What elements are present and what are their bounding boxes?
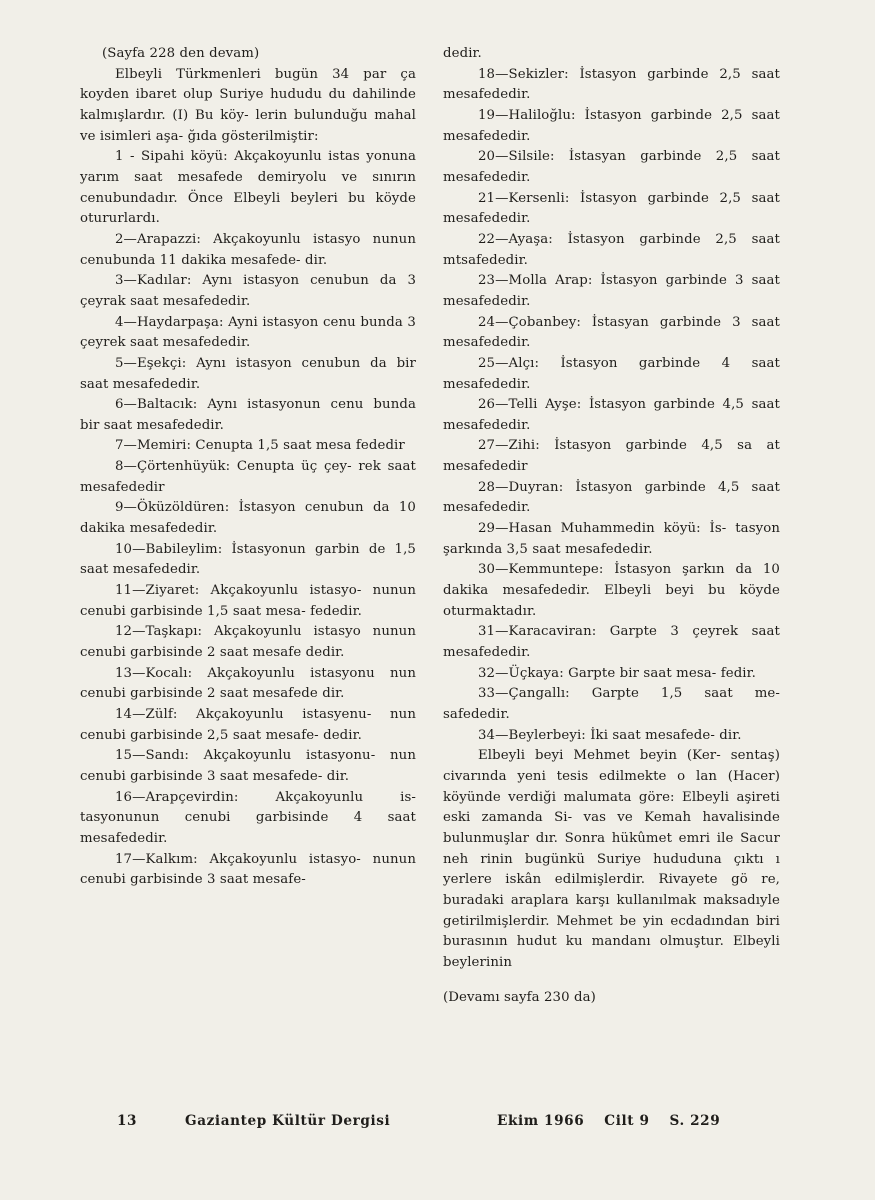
issue-number: S. 229 [669, 1113, 721, 1129]
body-paragraph: Elbeyli beyi Mehmet beyin (Ker- sentaş) civarında yeni tesis edilmekte o lan (Hacer) köyünde verdiği malumata göre: Elbeyli aşireti eski zamanda Si- vas ve Kemah havalisinde bulunmuşlar dır. Sonra hükûmet emri ile Sacur neh rinin bugünkü Suriye hududuna çıktı ı yerlere iskân edilmişlerdir. Rivayete gö re, buradaki araplara karşı kullanılmak maksadıyle getirilmişlerdir. Mehmet be yin ecdadından biri burasının hudut ku mandanı olmuştur. Elbeyli beylerinin [443, 748, 780, 970]
village-entry: 23—Molla Arap: İstasyon garbinde 3 saat mesafededir. [443, 273, 780, 309]
issue-date: Ekim 1966 [497, 1113, 585, 1129]
village-entry: 32—Üçkaya: Garpte bir saat mesa- fedir. [478, 665, 756, 681]
village-entry: 20—Silsile: İstasyan garbinde 2,5 saat mesafededir. [443, 149, 780, 185]
village-entry: 14—Zülf: Akçakoyunlu istasyenu- nun cenubi garbisinde 2,5 saat mesafe- dedir. [80, 707, 416, 743]
village-entry: 9—Öküzöldüren: İstasyon cenubun da 10 dakika mesafededir. [80, 500, 416, 537]
village-entry: 3—Kadılar: Aynı istasyon cenubun da 3 çeyrak saat mesafededir. [80, 273, 416, 309]
village-entry: 13—Kocalı: Akçakoyunlu istasyonu nun cenubi garbisinde 2 saat mesafede dir. [80, 665, 416, 702]
village-entry: 28—Duyran: İstasyon garbinde 4,5 saat mesafededir. [443, 479, 780, 516]
village-entry: 16—Arapçevirdin: Akçakoyunlu is- tasyonunun cenubi garbisinde 4 saat mesafededir. [80, 789, 416, 846]
village-entry: 22—Ayaşa: İstasyon garbinde 2,5 saat mtsafededir. [443, 231, 780, 268]
village-entry: 6—Baltacık: Aynı istasyonun cenu bunda bir saat mesafededir. [80, 397, 416, 433]
village-entry: 31—Karacaviran: Garpte 3 çeyrek saat mesafededir. [443, 624, 780, 661]
intro-paragraph: Elbeyli Türkmenleri bugün 34 par ça koyden ibaret olup Suriye hududu du dahilinde kalmışlardır. (I) Bu köy- lerin bulunduğu mahal ve isimleri aşa- ğıda gösterilmiştir: [80, 66, 416, 144]
village-entry: 27—Zihi: İstasyon garbinde 4,5 sa at mesafededir [443, 438, 780, 475]
volume-number: Cilt 9 [604, 1113, 650, 1129]
footer-right [497, 1113, 757, 1129]
village-entry: 8—Çörtenhüyük: Cenupta üç çey- rek saat mesafededir [80, 459, 416, 495]
village-entry: 34—Beylerbeyi: İki saat mesafede- dir. [478, 727, 742, 743]
village-entry: 12—Taşkapı: Akçakoyunlu istasyo nunun cenubi garbisinde 2 saat mesafe dedir. [80, 624, 416, 661]
text-continuation: dedir. [443, 46, 482, 61]
left-column [80, 44, 416, 891]
village-entry: 33—Çangallı: Garpte 1,5 saat me- safededir. [443, 686, 780, 722]
village-entry: 24—Çobanbey: İstasyan garbinde 3 saat mesafededir. [443, 314, 780, 351]
village-entry: 1 - Sipahi köyü: Akçakoyunlu istas yonuna yarım saat mesafede demiryolu ve sınırın cenubundadır. Önce Elbeyli beyleri bu köyde otururlardı. [80, 149, 416, 227]
continued-on-note: (Devamı sayfa 230 da) [443, 989, 596, 1005]
village-entry: 25—Alçı: İstasyon garbinde 4 saat mesafededir. [443, 355, 780, 392]
journal-title: Gaziantep Kültür Dergisi [185, 1113, 391, 1129]
village-entry: 29—Hasan Muhammedin köyü: İs- tasyon şarkında 3,5 saat mesafededir. [443, 521, 780, 557]
right-column [443, 44, 780, 1008]
village-entry: 26—Telli Ayşe: İstasyon garbinde 4,5 saat mesafededir. [443, 397, 780, 433]
continued-from-note: (Sayfa 228 den devam) [102, 46, 260, 61]
village-entry: 2—Arapazzi: Akçakoyunlu istasyo nunun cenubunda 11 dakika mesafede- dir. [80, 231, 416, 268]
footer-left [117, 1113, 407, 1129]
village-entry: 19—Haliloğlu: İstasyon garbinde 2,5 saat mesafededir. [443, 107, 780, 144]
village-entry: 15—Sandı: Akçakoyunlu istasyonu- nun cenubi garbisinde 3 saat mesafede- dir. [80, 748, 416, 784]
village-entry: 30—Kemmuntepe: İstasyon şarkın da 10 dakika mesafededir. Elbeyli beyi bu köyde oturmaktadır. [443, 562, 780, 619]
village-entry: 17—Kalkım: Akçakoyunlu istasyo- nunun cenubi garbisinde 3 saat mesafe- [80, 851, 416, 888]
page-number: 13 [117, 1113, 138, 1129]
village-entry: 21—Kersenli: İstasyon garbinde 2,5 saat mesafededir. [443, 190, 780, 227]
village-entry: 18—Sekizler: İstasyon garbinde 2,5 saat mesafededir. [443, 66, 780, 103]
village-entry: 10—Babileylim: İstasyonun garbin de 1,5 saat mesafededir. [80, 541, 416, 578]
village-entry: 5—Eşekçi: Aynı istasyon cenubun da bir saat mesafededir. [80, 355, 416, 392]
village-entry: 4—Haydarpaşa: Ayni istasyon cenu bunda 3 çeyrek saat mesafededir. [80, 314, 416, 351]
village-entry: 7—Memiri: Cenupta 1,5 saat mesa fededir [115, 438, 405, 454]
village-entry: 11—Ziyaret: Akçakoyunlu istasyo- nunun cenubi garbisinde 1,5 saat mesa- fededir. [80, 583, 416, 619]
